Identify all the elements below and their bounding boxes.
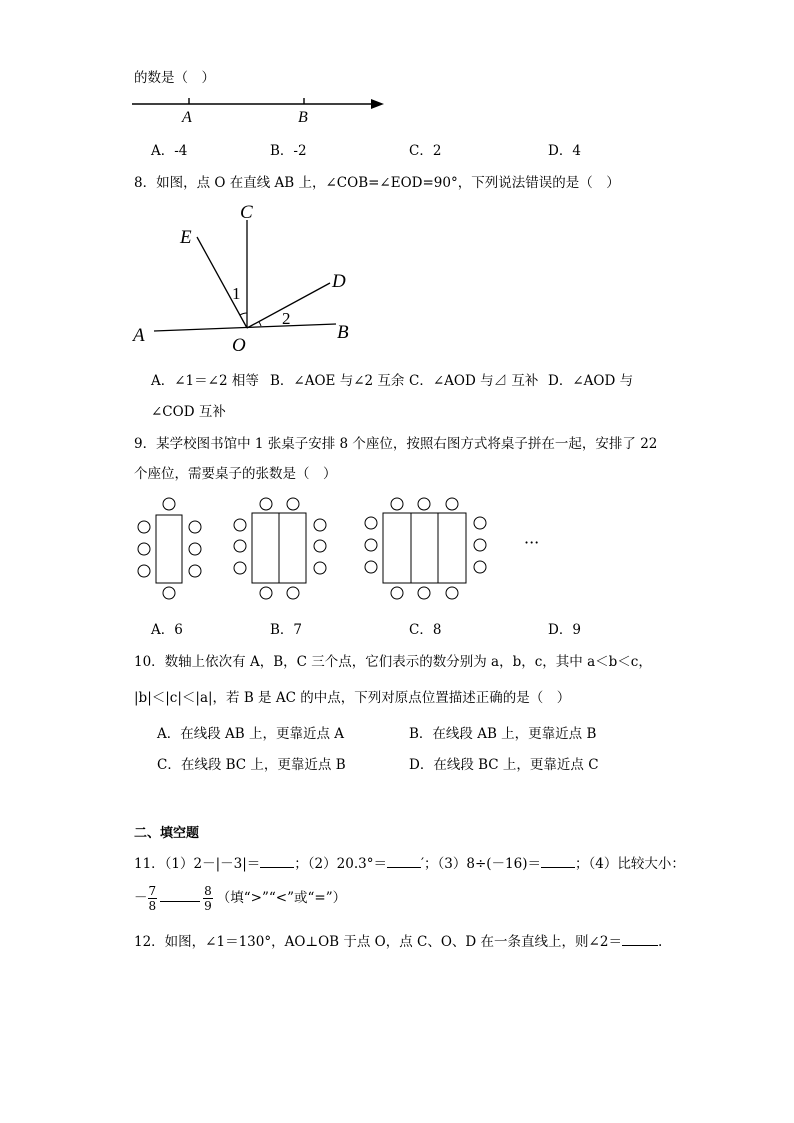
q10-option-c: C．在线段 BC 上，更靠近点 B	[157, 757, 346, 773]
q7-option-a: A．-4	[151, 143, 188, 159]
numberline-label-b: B	[298, 109, 308, 126]
q8-option-d-line2: ∠COD 互补	[151, 404, 226, 420]
q7-option-d: D．4	[548, 143, 581, 159]
q11-minus-sign: －	[134, 890, 148, 906]
q8-option-c: C．∠AOD 与⊿ 互补	[409, 373, 539, 389]
q12-end: .	[657, 934, 663, 950]
q11-blank-2[interactable]	[387, 855, 421, 868]
fig-label-o: O	[232, 335, 246, 356]
q8-angle-figure	[128, 196, 368, 358]
q11-part1: 11．（1）2－|－3|＝	[134, 856, 261, 872]
q8-option-d-line1: D．∠AOD 与	[548, 373, 634, 389]
fig-label-a: A	[133, 325, 145, 346]
q11-blank-3[interactable]	[541, 855, 575, 868]
fig-label-b: B	[337, 322, 349, 343]
q7-stem-tail: 的数是（ ）	[134, 70, 215, 86]
q11-hint: （填“>”“<”或“=”）	[216, 890, 347, 906]
section-title-fill-in: 二、填空题	[134, 826, 200, 841]
q8-stem: 8．如图，点 O 在直线 AB 上，∠COB=∠EOD=90°，下列说法错误的是（ ）	[134, 175, 620, 191]
q11-fraction-2-num: 8	[204, 884, 212, 898]
q9-stem-line2: 个座位，需要桌子的张数是（ ）	[134, 466, 337, 482]
q11-part4: ；（4）比较大小：	[574, 856, 685, 872]
q11-line2	[134, 884, 346, 913]
fig-label-e: E	[180, 227, 192, 248]
q10-option-a: A．在线段 AB 上，更靠近点 A	[157, 726, 345, 742]
q9-option-d: D．9	[548, 622, 581, 638]
q11-part2: ；（2）20.3°＝	[294, 856, 387, 872]
q9-stem-line1: 9．某学校图书馆中 1 张桌子安排 8 个座位，按照右图方式将桌子拼在一起，安排了 22	[134, 436, 658, 452]
q11-blank-4[interactable]	[160, 889, 200, 902]
q10-option-d: D．在线段 BC 上，更靠近点 C	[409, 757, 599, 773]
q11-fraction-2-den: 9	[204, 899, 212, 913]
q10-option-b: B．在线段 AB 上，更靠近点 B	[409, 726, 597, 742]
q11-fraction-1	[148, 884, 158, 913]
fig-label-c: C	[240, 202, 253, 223]
q11-part3: ′；（3）8÷(－16)＝	[420, 856, 541, 872]
q9-option-c: C．8	[409, 622, 442, 638]
q11-line1	[134, 852, 685, 872]
q11-blank-1[interactable]	[260, 855, 294, 868]
q11-fraction-2	[203, 884, 213, 913]
q7-option-c: C．2	[409, 143, 442, 159]
q9-option-a: A．6	[151, 622, 183, 638]
q10-stem-line1: 10．数轴上依次有 A，B，C 三个点，它们表示的数分别为 a，b，c，其中 a＜b＜c，	[134, 654, 652, 670]
fig-label-angle-2: 2	[282, 309, 291, 328]
q9-tables-figure	[128, 492, 568, 604]
q8-option-b: B．∠AOE 与∠2 互余	[270, 373, 405, 389]
q7-number-line	[128, 92, 388, 126]
q10-stem-line2: |b|＜|c|＜|a|，若 B 是 AC 的中点，下列对原点位置描述正确的是（ ）	[134, 690, 571, 706]
q9-ellipsis: ···	[524, 533, 540, 552]
q12-line	[134, 930, 662, 950]
q8-option-a: A．∠1＝∠2 相等	[151, 373, 259, 389]
q12-blank[interactable]	[622, 933, 658, 946]
q11-fraction-1-den: 8	[148, 899, 157, 913]
fig-label-angle-1: 1	[232, 284, 241, 303]
q9-option-b: B．7	[270, 622, 303, 638]
fig-label-d: D	[332, 271, 346, 292]
q12-text: 12．如图，∠1＝130°，AO⊥OB 于点 O，点 C、O、D 在一条直线上，则∠2＝	[134, 934, 622, 950]
q11-fraction-1-num: 7	[148, 884, 157, 898]
numberline-label-a: A	[182, 109, 192, 126]
q7-option-b: B．-2	[270, 143, 307, 159]
